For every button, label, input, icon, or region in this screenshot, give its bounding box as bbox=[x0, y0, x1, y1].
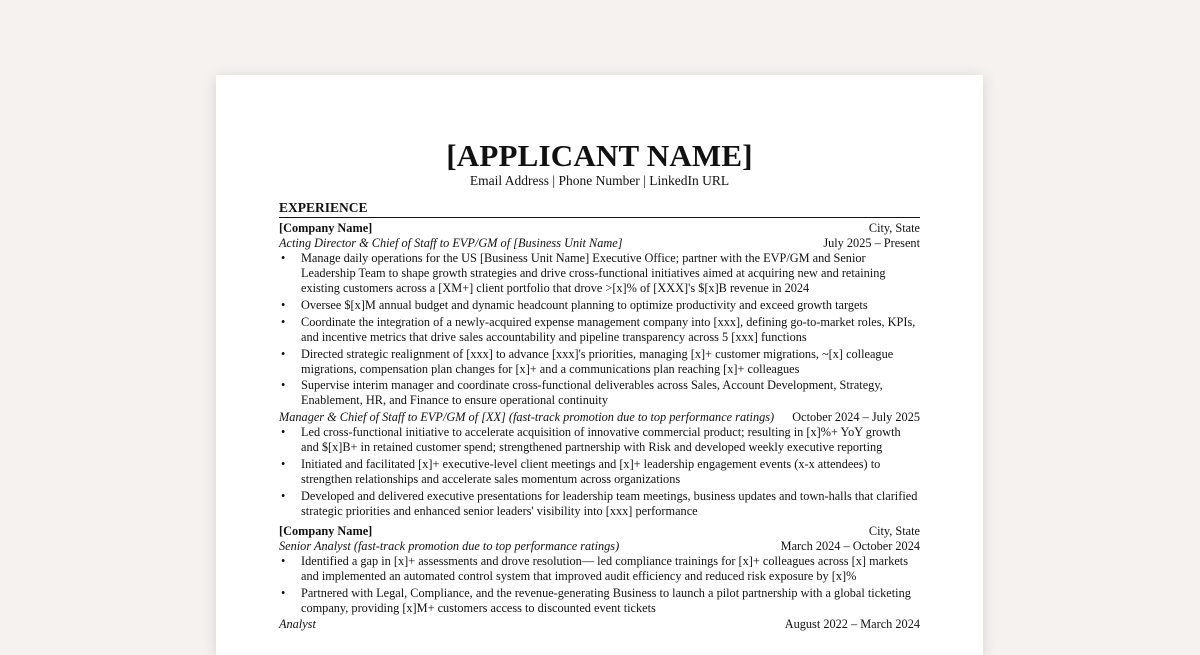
list-item bbox=[279, 251, 920, 296]
list-item bbox=[279, 554, 920, 584]
role-title: Analyst bbox=[279, 617, 316, 632]
bullet-list bbox=[279, 554, 920, 616]
list-item bbox=[279, 378, 920, 408]
role-title: Senior Analyst (fast-track promotion due to top performance ratings) bbox=[279, 538, 620, 553]
bullet-list bbox=[279, 425, 920, 519]
company-name: [Company Name] bbox=[279, 221, 373, 235]
bullet-icon: • bbox=[281, 378, 286, 393]
company-row bbox=[279, 524, 920, 539]
bullet-icon: • bbox=[281, 585, 286, 600]
company-location: City, State bbox=[868, 221, 920, 235]
bullet-icon: • bbox=[281, 488, 286, 503]
list-item bbox=[279, 586, 920, 616]
bullet-icon: • bbox=[281, 298, 286, 313]
role-dates: March 2024 – October 2024 bbox=[780, 538, 920, 553]
bullet-text: Identified a gap in [x]+ assessments and drove resolution— led compliance trainings for [x]+ colleagues across [x] markets and implemented an automated control system that improved audit efficiency and reduced risk exposure by [x]% bbox=[301, 553, 909, 583]
list-item bbox=[279, 315, 920, 345]
list-item bbox=[279, 457, 920, 487]
role-row bbox=[279, 617, 920, 632]
resume-page bbox=[216, 75, 983, 655]
bullet-text: Developed and delivered executive presentations for leadership team meetings, business updates and town-halls that clarified strategic priorities and enhanced senior leaders' visibility into [xxx] performance bbox=[301, 488, 918, 518]
role-title: Manager & Chief of Staff to EVP/GM of [XX] (fast-track promotion due to top performance ratings) bbox=[279, 410, 775, 425]
role-title: Acting Director & Chief of Staff to EVP/GM of [Business Unit Name] bbox=[279, 236, 623, 251]
experience-section bbox=[279, 221, 920, 632]
bullet-text: Directed strategic realignment of [xxx] to advance [xxx]'s priorities, managing [x]+ customer migrations, ~[x] colleague migrations, compensation plan changes for [x]+ and a communications plan reaching [x]+ colleagues bbox=[301, 346, 894, 376]
role-row bbox=[279, 410, 920, 425]
bullet-text: Initiated and facilitated [x]+ executive-level client meetings and [x]+ leadership engagement events (x-x attendees) to strengthen relationships and accelerate sales momentum across organizations bbox=[301, 456, 881, 487]
bullet-text: Supervise interim manager and coordinate cross-functional deliverables across Sales, Account Development, Strategy, Enablement, HR, and Finance to ensure operational continuity bbox=[301, 378, 883, 408]
bullet-text: Oversee $[x]M annual budget and dynamic headcount planning to optimize productivity and exceed growth targets bbox=[301, 298, 868, 313]
company-location: City, State bbox=[868, 523, 920, 538]
bullet-list bbox=[279, 251, 920, 408]
job-entry bbox=[279, 221, 920, 519]
bullet-icon: • bbox=[281, 456, 286, 471]
list-item bbox=[279, 347, 920, 377]
company-row bbox=[279, 221, 920, 236]
contact-line: Email Address | Phone Number | LinkedIn URL bbox=[469, 173, 730, 188]
job-entry bbox=[279, 524, 920, 633]
role-dates: August 2022 – March 2024 bbox=[784, 617, 920, 632]
bullet-text: Coordinate the integration of a newly-acquired expense management company into [xxx], defining go-to-market roles, KPIs, and incentive metrics that drive sales accountability and pipeline transparency across 5 [xxx] functions bbox=[301, 314, 916, 344]
role-row bbox=[279, 236, 920, 251]
bullet-icon: • bbox=[281, 553, 286, 568]
list-item bbox=[279, 298, 920, 313]
company-name: [Company Name] bbox=[279, 523, 373, 538]
role-row bbox=[279, 539, 920, 554]
bullet-text: Partnered with Legal, Compliance, and the revenue-generating Business to launch a pilot partnership with a global ticketing company, providing [x]M+ customers access to discounted event tickets bbox=[301, 585, 911, 615]
bullet-icon: • bbox=[281, 346, 286, 361]
role-dates: October 2024 – July 2025 bbox=[792, 410, 920, 425]
role-dates: July 2025 – Present bbox=[823, 236, 920, 251]
bullet-icon: • bbox=[281, 425, 286, 440]
bullet-text: Manage daily operations for the US [Business Unit Name] Executive Office; partner with the EVP/GM and Senior Leadership Team to shape growth strategies and drive cross-functional initiatives aimed at acquiring new and retaining existing customers across a [XM+] client portfolio that drove >[x]% of [XXX]'s $[x]B revenue in 2024 bbox=[301, 251, 886, 296]
bullet-icon: • bbox=[281, 251, 286, 266]
applicant-name: [APPLICANT NAME] bbox=[446, 138, 753, 173]
list-item bbox=[279, 489, 920, 519]
list-item bbox=[279, 425, 920, 455]
section-title-experience: EXPERIENCE bbox=[279, 200, 920, 218]
bullet-icon: • bbox=[281, 314, 286, 329]
bullet-text: Led cross-functional initiative to accelerate acquisition of innovative commercial product; resulting in [x]%+ YoY growth and $[x]B+ in retained customer spend; strengthened partnership with Risk and developed weekly executive reporting bbox=[301, 425, 901, 455]
